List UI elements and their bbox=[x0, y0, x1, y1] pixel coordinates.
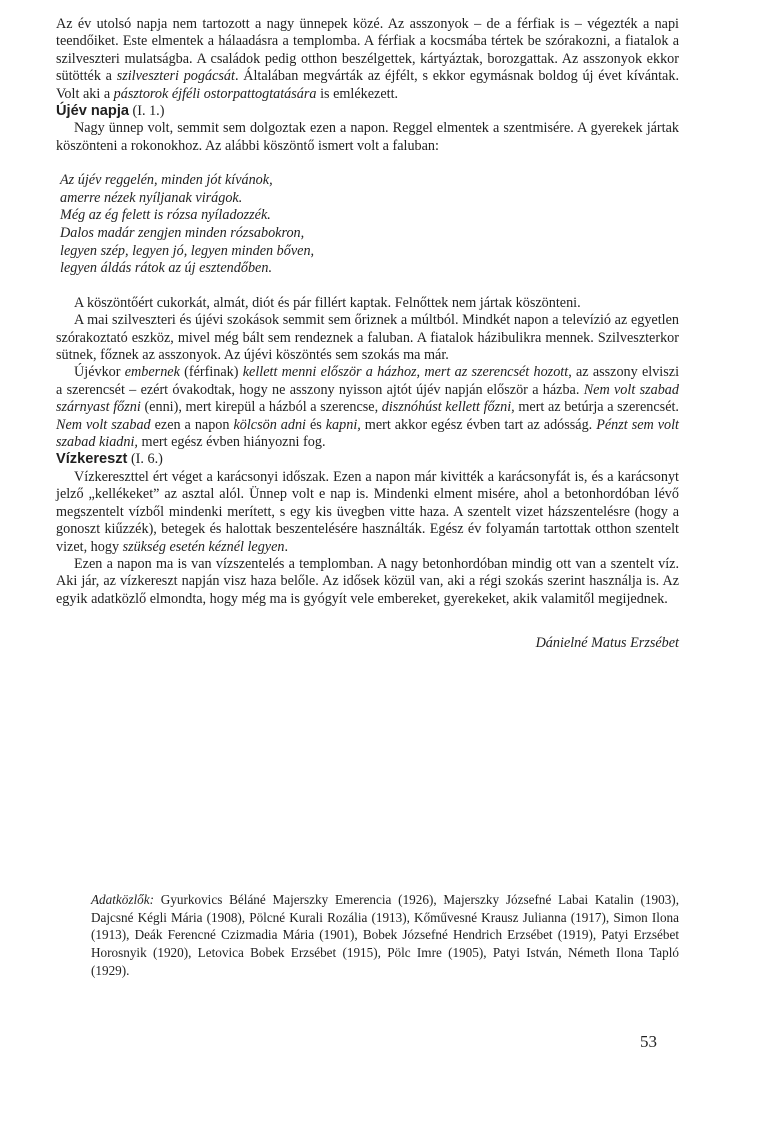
italic-run: kapni, bbox=[325, 416, 361, 433]
poem-line: legyen szép, legyen jó, legyen minden bőven, bbox=[60, 242, 315, 259]
paragraph: Ezen a napon ma is van vízszentelés a templomban. A nagy betonhordóban mindig ott van a szentelt víz. Aki jár, az vízkereszt napján visz haza belőle. Az idősek közül van, aki a régi szokás szerint használja is. Az egyik adatközlő elmondta, hogy még ma is gyógyít vele embereket, gyerekeket, akik valamitől megijednek. bbox=[56, 555, 679, 607]
paragraph bbox=[56, 469, 679, 556]
section-heading-ujev bbox=[56, 103, 679, 120]
informants-list: Gyurkovics Béláné Majerszky Emerencia (1926), Majerszky Józsefné Labai Katalin (1903), Dajcsné Kégli Mária (1908), Pölcné Kurali Rozália (1913), Kőművesné Krausz Julianna (1917), Simon Ilona (1913), Deák Ferencné Czizmadia Mária (1901), Bobek Józsefné Hendrich Erzsébet (1919), Patyi Erzsébet Horosnyik (1920), Letovica Bobek Erzsébet (1915), Pölc Imre (1905), Patyi István, Németh Ilona Tapló (1929). bbox=[91, 892, 679, 978]
informants-note bbox=[91, 891, 679, 979]
section-date: (I. 6.) bbox=[130, 451, 163, 468]
text-run: (enni), mert kirepül a házból a szerencse, bbox=[140, 399, 382, 416]
italic-run: Nem volt szabad szárnyast főzni bbox=[56, 381, 679, 416]
paragraph: A köszöntőért cukorkát, almát, diót és pár fillért kaptak. Felnőttek nem jártak köszönteni. bbox=[74, 294, 581, 311]
text-run: mert egész évben hiányozni fog. bbox=[137, 434, 326, 451]
italic-run: Pénzt sem volt szabad kiadni, bbox=[56, 416, 679, 451]
page-number: 53 bbox=[640, 1032, 657, 1051]
section-title: Újév napja bbox=[56, 103, 129, 120]
text-run: (férfinak) bbox=[179, 364, 243, 381]
text-run: . bbox=[284, 538, 289, 555]
text-run: és bbox=[306, 416, 326, 433]
intro-paragraph bbox=[56, 16, 679, 103]
informants-label: Adatközlők: bbox=[91, 892, 154, 908]
text-run: Vízkereszttel ért véget a karácsonyi időszak. Ezen a napon már kivitték a karácsonyfát is, és a karácsonyt jelző „kellékeket” az asztal alól. Ünnep volt e nap is. Mindenki elment misére, ahol a betonhordóban lévő megszentelt vízből mindenki merített, s egy kis üvegben vitte haza. A szentelt vizet házszentelésre (hogy a gonoszt kiűzzék), betegek és halottak beszentelésére használták. Egész év folyamán tartottak otthon szentelt vizet, hogy bbox=[56, 468, 679, 555]
section-title: Vízkereszt bbox=[56, 451, 128, 468]
poem-line: Még az ég felett is rózsa nyíladozzék. bbox=[60, 207, 271, 224]
intro-text: Az év utolsó napja nem tartozott a nagy ünnepek közé. Az asszonyok – de a férfiak is – végezték a napi teendőiket. Este elmentek a hálaadásra a templomba. A férfiak a kocsmába tértek be szórakozni, a fiatalok a szilveszteri mulatságba. A családok pedig otthon beszélgettek, kártyáztak, borozgattak. Az asszonyok ekkor sütötték a bbox=[56, 16, 679, 85]
intro-text: . Általában megvárták az éjfélt, s ekkor egymásnak boldog új évet kívántak. Volt aki a bbox=[56, 68, 679, 102]
italic-run: szükség esetén kéznél legyen bbox=[122, 538, 285, 555]
poem-line: Az újév reggelén, minden jót kívánok, bbox=[60, 172, 273, 189]
text-run: , az asszony elviszi a szerencsét – ezért óvakodtak, hogy ne asszony nyisson ajtót újév napján először a házba. bbox=[56, 364, 680, 398]
intro-italic: pásztorok éjféli ostorpattogtatására bbox=[113, 85, 317, 102]
author-signature: Dánielné Matus Erzsébet bbox=[535, 635, 679, 652]
italic-run: Nem volt szabad bbox=[56, 416, 151, 433]
poem bbox=[60, 172, 679, 278]
poem-line: Dalos madár zengjen minden rózsabokron, bbox=[60, 225, 305, 242]
italic-run: disznóhúst kellett főzni, bbox=[381, 399, 515, 416]
intro-italic: szilveszteri pogácsát bbox=[116, 68, 235, 85]
italic-run: kellett menni először a házhoz, mert az szerencsét hozott bbox=[242, 364, 569, 381]
section-heading-vizkereszt bbox=[56, 451, 679, 468]
poem-line: legyen áldás rátok az új esztendőben. bbox=[60, 260, 272, 277]
intro-text: is emlékezett. bbox=[316, 85, 399, 102]
paragraph: Nagy ünnep volt, semmit sem dolgoztak ezen a napon. Reggel elmentek a szentmisére. A gyerekek jártak köszönteni a rokonokhoz. Az alábbi köszöntő ismert volt a faluban: bbox=[56, 120, 679, 154]
text-run: mert az betúrja a szerencsét. bbox=[514, 399, 679, 416]
text-run: mert akkor egész évben tart az adósság. bbox=[360, 416, 597, 433]
text-run: ezen a napon bbox=[150, 416, 234, 433]
poem-line: amerre nézek nyíljanak virágok. bbox=[60, 189, 243, 206]
italic-run: embernek bbox=[124, 364, 180, 381]
text-run: Újévkor bbox=[74, 364, 125, 381]
paragraph bbox=[56, 364, 679, 451]
italic-run: kölcsön adni bbox=[233, 416, 306, 433]
paragraph: A mai szilveszteri és újévi szokások semmit sem őriznek a múltból. Mindkét napon a televízió az egyetlen szórakoztató eszköz, mivel még bált sem rendeznek a faluban. A fiatalok házibulikra mennek. Szilveszterkor sütnek, főznek az asszonyok. Az újévi köszöntés sem szokás ma már. bbox=[56, 312, 679, 364]
section-date: (I. 1.) bbox=[132, 103, 165, 120]
article-body bbox=[56, 16, 679, 653]
